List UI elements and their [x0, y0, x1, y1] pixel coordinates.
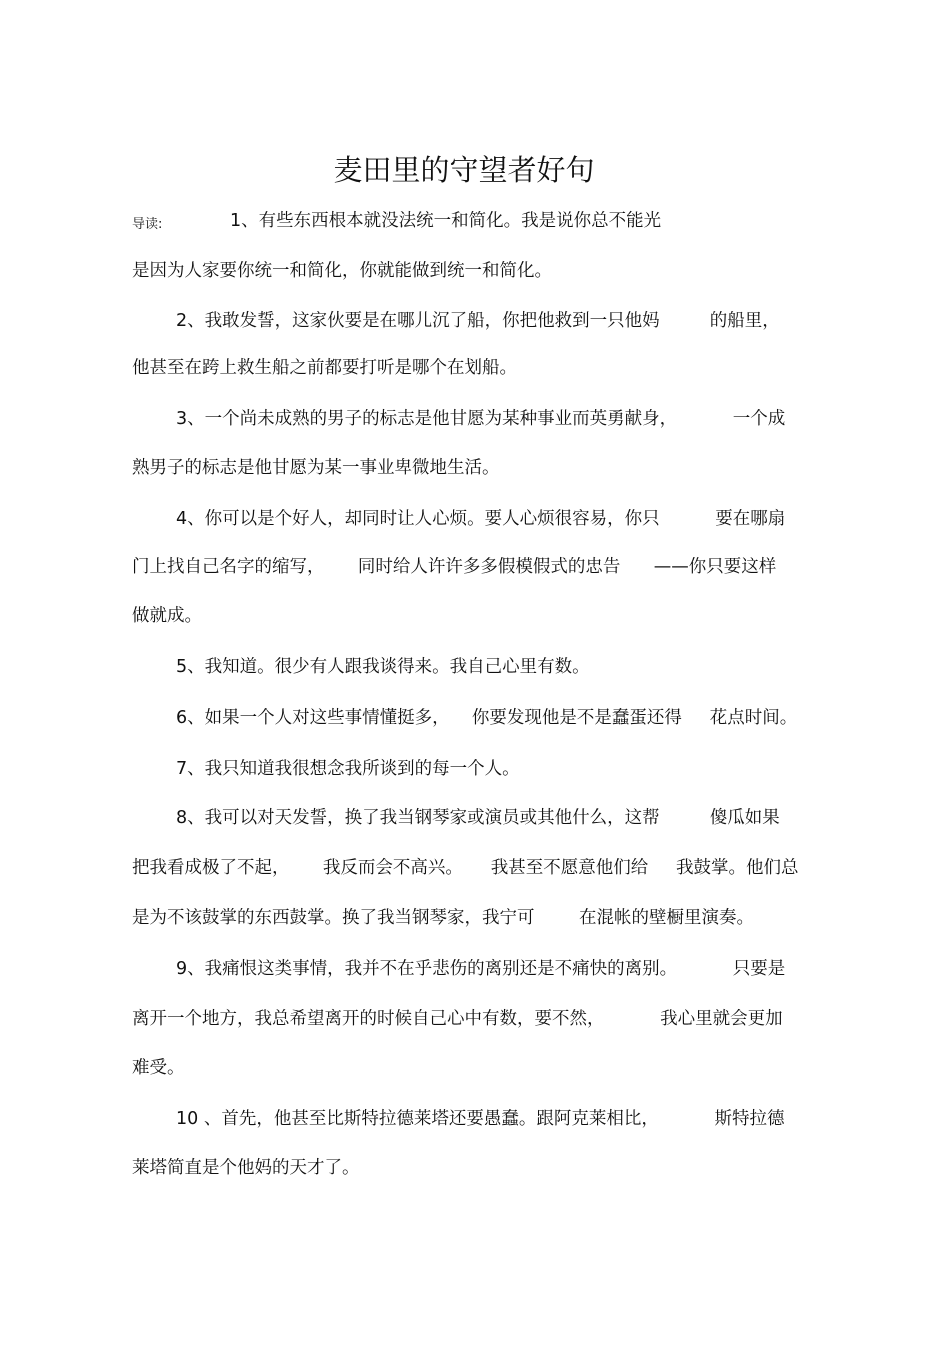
- lead-label: 导读:: [132, 217, 163, 232]
- text-line: 是因为人家要你统一和简化，你就能做到统一和简化。: [132, 261, 552, 281]
- text-line: 离开一个地方，我总希望离开的时候自己心中有数，要不然， 我心里就会更加: [132, 1009, 783, 1029]
- page-title: 麦田里的守望者好句: [333, 153, 595, 187]
- text-line: 他甚至在跨上救生船之前都要打听是哪个在划船。: [132, 358, 517, 378]
- text-line: 做就成。: [132, 606, 202, 626]
- text-line: 7、我只知道我很想念我所谈到的每一个人。: [176, 759, 520, 779]
- text-line: 莱塔简直是个他妈的天才了。: [132, 1158, 360, 1178]
- text-line: 8、我可以对天发誓，换了我当钢琴家或演员或其他什么，这帮 傻瓜如果: [176, 808, 780, 828]
- text-line: 是为不该鼓掌的东西鼓掌。换了我当钢琴家，我宁可 在混帐的壁橱里演奏。: [132, 908, 754, 928]
- text-line: 6、如果一个人对这些事情懂挺多， 你要发现他是不是蠢蛋还得 花点时间。: [176, 708, 798, 728]
- text-line: 把我看成极了不起， 我反而会不高兴。 我甚至不愿意他们给 我鼓掌。他们总: [132, 858, 799, 878]
- text-line: 10 、首先，他甚至比斯特拉德莱塔还要愚蠢。跟阿克莱相比， 斯特拉德: [176, 1109, 785, 1129]
- text-line: 熟男子的标志是他甘愿为某一事业卑微地生活。: [132, 458, 500, 478]
- text-line: 2、我敢发誓，这家伙要是在哪儿沉了船，你把他救到一只他妈 的船里，: [176, 311, 780, 331]
- text-line: 3、一个尚未成熟的男子的标志是他甘愿为某种事业而英勇献身， 一个成: [176, 409, 786, 429]
- text-line: 难受。: [132, 1058, 185, 1078]
- text-line: 1、有些东西根本就没法统一和简化。我是说你总不能光: [230, 211, 662, 231]
- text-line: 门上找自己名字的缩写， 同时给人许许多多假模假式的忠告 ——你只要这样: [132, 557, 777, 577]
- text-line: 5、我知道。很少有人跟我谈得来。我自己心里有数。: [176, 657, 590, 677]
- text-line: 9、我痛恨这类事情，我并不在乎悲伤的离别还是不痛快的离别。 只要是: [176, 959, 786, 979]
- text-line: 4、你可以是个好人，却同时让人心烦。要人心烦很容易，你只 要在哪扇: [176, 509, 786, 529]
